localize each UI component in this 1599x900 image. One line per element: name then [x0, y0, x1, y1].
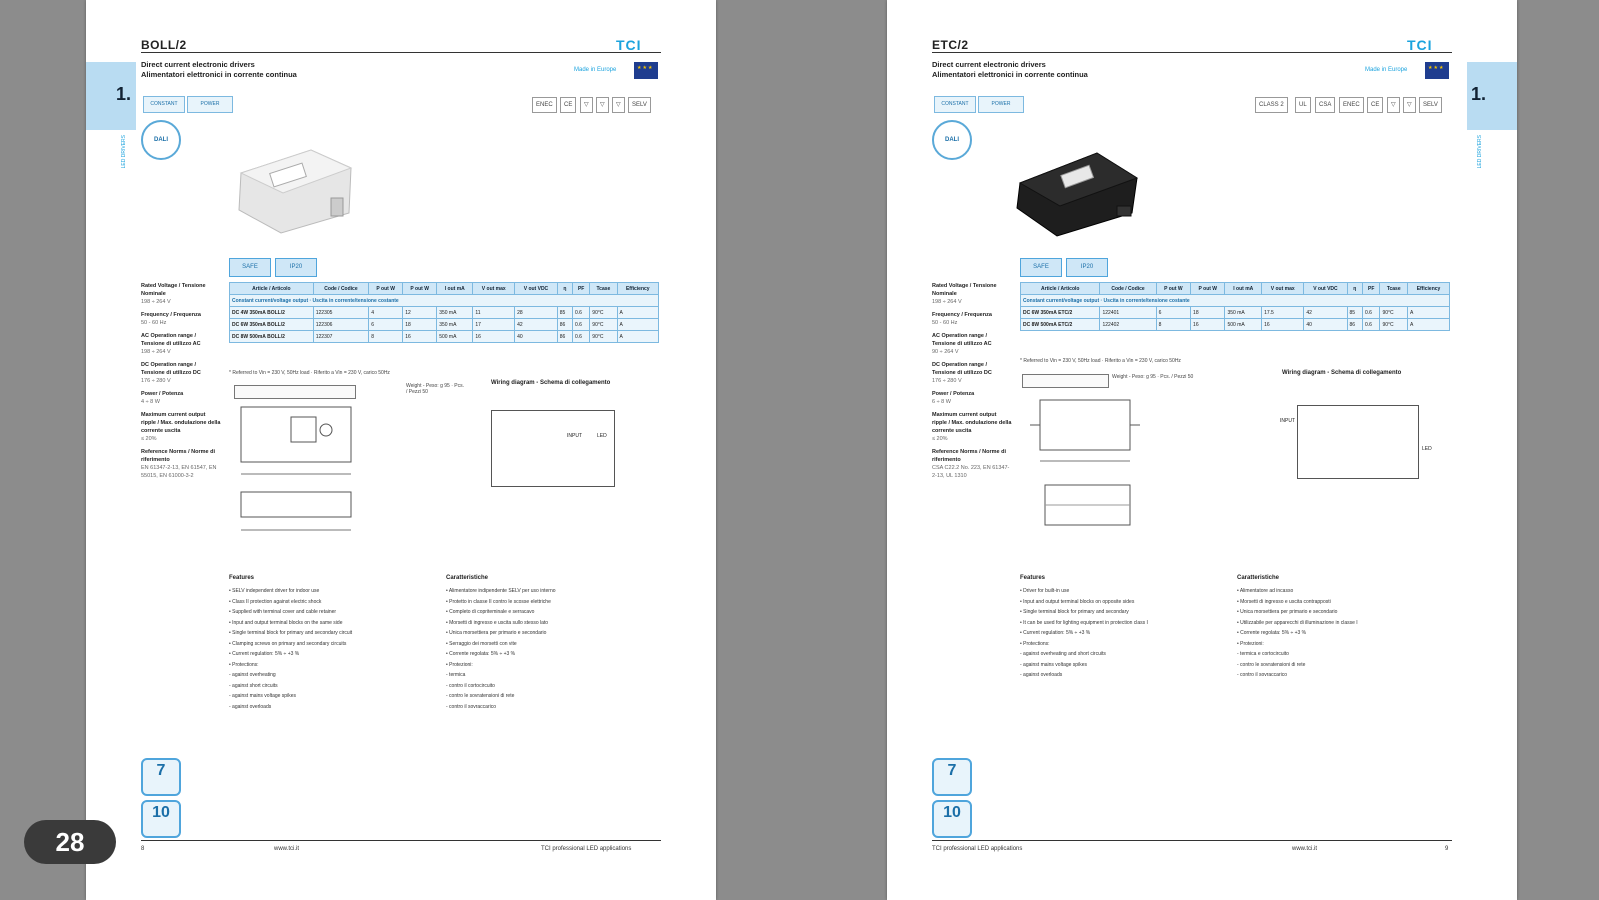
diagram-led-label: LED: [1422, 446, 1432, 452]
table-cell: 18: [403, 319, 437, 331]
caratteristica-item: • Alimentatore indipendente SELV per uso interno: [446, 588, 556, 594]
ten-year-warranty-icon: 10: [932, 800, 972, 838]
caratteristica-item: • Corrente regolata: 5% ÷ +3 %: [1237, 630, 1307, 636]
feature-item: • Input and output terminal blocks on opposite sides: [1020, 598, 1135, 605]
table-header-cell: P out W: [1191, 283, 1225, 295]
feature-item: • SELV independent driver for indoor use: [229, 588, 320, 594]
table-cell: DC 6W 350mA BOLL/2: [230, 319, 314, 331]
ten-year-warranty-icon: 10: [141, 800, 181, 838]
table-cell: 16: [1191, 319, 1225, 331]
feature-item: • Protections:: [229, 661, 259, 668]
caratteristica-item: • Completo di copriteminale e serracavo: [446, 609, 535, 615]
table-header-cell: V out VDC: [1304, 283, 1347, 295]
certification-mark-icon: CE: [560, 97, 576, 113]
wiring-diagram: [491, 410, 615, 487]
icon-strip: [234, 385, 356, 399]
certification-mark-icon: SELV: [628, 97, 651, 113]
feature-item: • Single terminal block for primary and secondary: [1020, 609, 1129, 615]
caratteristiche-list: [1237, 586, 1452, 681]
technical-drawing: [1020, 395, 1150, 540]
tci-logo: TCI: [1407, 37, 1433, 53]
safe-chip: SAFE: [1020, 258, 1062, 277]
caratteristica-item: - contro le sovratensioni di rete: [1237, 661, 1306, 668]
spec-label: Maximum current output ripple / Max. ondulazione della corrente uscita: [141, 412, 221, 434]
table-row: [1021, 319, 1450, 331]
eu-flag-icon: [1425, 62, 1449, 79]
feature-item: - against mains voltage spikes: [1020, 661, 1087, 668]
footer-tagline: TCI professional LED applications: [541, 846, 632, 852]
side-text: LED DRIVERS: [1477, 135, 1483, 169]
table-header-cell: η: [1347, 283, 1362, 295]
table-header-cell: Code / Codice: [313, 283, 368, 295]
features-title: Features: [1020, 575, 1046, 581]
caratteristiche-title: Caratteristiche: [1237, 575, 1280, 581]
spec-value: 198 ÷ 264 V: [141, 349, 171, 355]
side-text: LED DRIVERS: [121, 135, 127, 169]
certification-mark-icon: ENEC: [532, 97, 557, 113]
table-note: * Referred to Vin = 230 V, 50Hz load · Riferito a Vin = 230 V, carico 50Hz: [229, 370, 390, 376]
certification-mark-icon: ▽: [1387, 97, 1400, 113]
spec-value: 198 ÷ 264 V: [932, 299, 962, 305]
wiring-diagram-title: Wiring diagram - Schema di collegamento: [1282, 370, 1402, 376]
table-header-cell: I out mA: [437, 283, 473, 295]
subtitle: [932, 60, 1088, 80]
caratteristica-item: - contro le sovratensioni di rete: [446, 693, 515, 699]
table-section-label: Constant current/voltage output · Uscita in corrente/tensione costante: [230, 295, 659, 307]
certification-mark-icon: CE: [1367, 97, 1383, 113]
feature-item: • Protections:: [1020, 640, 1050, 647]
feature-item: - against short circuits: [229, 682, 278, 689]
table-header-cell: Tcase: [590, 283, 617, 295]
features-title: Features: [229, 575, 255, 581]
table-cell: 28: [515, 307, 558, 319]
page-title: ETC/2: [932, 38, 969, 52]
spec-value: 4 ÷ 8 W: [141, 399, 160, 405]
table-cell: 500 mA: [1225, 319, 1262, 331]
table-header-cell: Tcase: [1380, 283, 1408, 295]
spec-value: 6 ÷ 8 W: [932, 399, 951, 405]
diagram-input-label: INPUT: [567, 433, 582, 439]
table-cell: 0.6: [1362, 319, 1380, 331]
spec-label: AC Operation range / Tensione di utilizzo AC: [141, 333, 201, 347]
table-header-cell: PF: [573, 283, 590, 295]
table-row: [230, 319, 659, 331]
table-header-cell: P out W: [403, 283, 437, 295]
safe-chip: SAFE: [229, 258, 271, 277]
spec-value: ≤ 20%: [932, 436, 948, 442]
caratteristica-item: • Alimentatore ad incasso: [1237, 588, 1294, 594]
certification-mark-icon: ▽: [580, 97, 593, 113]
caratteristica-item: • Morsetti di ingresso e uscita contrapposti: [1237, 598, 1331, 605]
icon-strip: [1022, 374, 1109, 388]
certification-mark-icon: ENEC: [1339, 97, 1364, 113]
table-cell: DC 8W 500mA ETC/2: [1021, 319, 1100, 331]
table-header-row: [230, 283, 659, 295]
spec-value: ≤ 20%: [141, 436, 157, 442]
constant-button: CONSTANT: [934, 96, 976, 113]
table-cell: 122305: [313, 307, 368, 319]
left-page: [86, 0, 716, 900]
spec-value: 50 - 60 Hz: [141, 320, 167, 326]
table-cell: 90°C: [590, 307, 617, 319]
table-cell: DC 4W 350mA BOLL/2: [230, 307, 314, 319]
table-cell: 42: [515, 319, 558, 331]
features-list: [229, 586, 439, 712]
table-header-cell: P out W: [1156, 283, 1190, 295]
caratteristica-item: - contro il cortocircuito: [446, 682, 495, 689]
dali-badge-icon: DALI: [141, 120, 181, 160]
table-cell: 122306: [313, 319, 368, 331]
table-cell: 90°C: [590, 319, 617, 331]
caratteristica-item: • Serraggio dei morsetti con vite: [446, 640, 517, 647]
spec-label: Maximum current output ripple / Max. ondulazione della corrente uscita: [932, 412, 1012, 434]
table-cell: 16: [473, 331, 515, 343]
table-header-cell: Article / Articolo: [1021, 283, 1100, 295]
caratteristica-item: • Corrente regolata: 5% ÷ +3 %: [446, 651, 516, 657]
spec-label: AC Operation range / Tensione di utilizzo AC: [932, 333, 992, 347]
table-cell: 85: [557, 307, 572, 319]
certification-mark-icon: CSA: [1315, 97, 1335, 113]
spec-value: 198 ÷ 264 V: [141, 299, 171, 305]
product-image-black: [1012, 138, 1142, 238]
footer-rule: [141, 840, 661, 841]
caratteristica-item: • Protezioni:: [1237, 640, 1264, 647]
caratteristica-item: • Unica morsettiera per primario e secondario: [446, 630, 547, 636]
table-cell: 86: [1347, 319, 1362, 331]
feature-item: • Single terminal block for primary and secondary circuit: [229, 630, 353, 636]
table-cell: 350 mA: [437, 319, 473, 331]
feature-item: - against overheating: [229, 672, 276, 678]
feature-item: - against overheating and short circuits: [1020, 651, 1106, 657]
table-section-row: [1021, 295, 1450, 307]
table-cell: 0.6: [1362, 307, 1380, 319]
table-cell: DC 6W 350mA ETC/2: [1021, 307, 1100, 319]
caratteristica-item: • Protezioni:: [446, 661, 473, 668]
table-header-cell: V out max: [1262, 283, 1304, 295]
table-cell: 17: [473, 319, 515, 331]
constant-button: CONSTANT: [143, 96, 185, 113]
wiring-diagram: [1280, 405, 1432, 479]
spec-value: CSA C22.2 No. 223, EN 61347-2-13, UL 1310: [932, 465, 1010, 479]
table-cell: 8: [1156, 319, 1190, 331]
footer-website: www.tci.it: [274, 846, 300, 852]
table-header-cell: Code / Codice: [1100, 283, 1156, 295]
footer-website: www.tci.it: [1292, 846, 1318, 852]
table-cell: 8: [369, 331, 403, 343]
power-button: POWER: [187, 96, 233, 113]
feature-item: • Driver for built-in use: [1020, 588, 1070, 594]
page-title: BOLL/2: [141, 38, 187, 52]
spec-label: Rated Voltage / Tensione Nominale: [141, 283, 206, 297]
subtitle-en: Direct current electronic drivers: [932, 60, 1046, 69]
spec-label: DC Operation range / Tensione di utilizzo DC: [932, 362, 992, 376]
eu-flag-icon: [634, 62, 658, 79]
table-cell: 122401: [1100, 307, 1156, 319]
spec-value: 176 ÷ 280 V: [141, 378, 171, 384]
feature-item: • Clamping screws on primary and secondary circuits: [229, 640, 347, 647]
table-cell: A: [1408, 319, 1450, 331]
table-header-cell: V out max: [473, 283, 515, 295]
certification-mark-icon: CLASS 2: [1255, 97, 1288, 113]
caratteristica-item: • Protetto in classe II contro le scosse elettriche: [446, 598, 551, 605]
subtitle-en: Direct current electronic drivers: [141, 60, 255, 69]
caratteristica-item: - contro il sovraccarico: [1237, 672, 1288, 678]
table-cell: 17.5: [1262, 307, 1304, 319]
dali-badge-icon: DALI: [932, 120, 972, 160]
weight-note: Weight - Peso: g 95 · Pcs. / Pezzi 50: [406, 383, 464, 395]
table-cell: 16: [1262, 319, 1304, 331]
ip20-chip: IP20: [275, 258, 317, 277]
features-list: [1020, 586, 1230, 681]
caratteristica-item: • Morsetti di ingresso e uscita sullo stesso lato: [446, 619, 549, 626]
table-note: * Referred to Vin = 230 V, 50Hz load · Riferito a Vin = 230 V, carico 50Hz: [1020, 358, 1181, 364]
right-page: [887, 0, 1517, 900]
table-cell: 350 mA: [1225, 307, 1262, 319]
subtitle-it: Alimentatori elettronici in corrente continua: [932, 70, 1088, 79]
header-rule: [141, 52, 661, 53]
spec-label: Reference Norms / Norme di riferimento: [141, 449, 215, 463]
technical-drawing: [231, 402, 361, 542]
certification-mark-icon: ▽: [1403, 97, 1416, 113]
table-cell: 16: [403, 331, 437, 343]
footer-page-number: 8: [141, 846, 145, 852]
diagram-input-label: INPUT: [1280, 418, 1295, 424]
table-cell: DC 8W 500mA BOLL/2: [230, 331, 314, 343]
footer-tagline: TCI professional LED applications: [932, 846, 1023, 852]
feature-item: • Current regulation: 5% ÷ +3 %: [1020, 630, 1091, 636]
table-cell: 18: [1191, 307, 1225, 319]
table-cell: 86: [557, 319, 572, 331]
spec-list: [141, 282, 221, 485]
table-cell: 12: [403, 307, 437, 319]
caratteristica-item: - contro il sovraccarico: [446, 703, 497, 710]
spec-list: [932, 282, 1012, 485]
table-cell: A: [1408, 307, 1450, 319]
chapter-number: 1.: [1471, 84, 1487, 104]
caratteristica-item: • Unica morsettiera per primario e secondario: [1237, 609, 1338, 615]
page-number-indicator[interactable]: 28: [24, 820, 116, 864]
table-section-row: [230, 295, 659, 307]
seven-year-warranty-icon: 7: [141, 758, 181, 796]
spec-label: Reference Norms / Norme di riferimento: [932, 449, 1006, 463]
table-row: [1021, 307, 1450, 319]
ip20-chip: IP20: [1066, 258, 1108, 277]
table-cell: A: [617, 319, 659, 331]
table-cell: 4: [369, 307, 403, 319]
feature-item: • Input and output terminal blocks on the same side: [229, 619, 343, 626]
feature-item: - against mains voltage spikes: [229, 693, 296, 699]
seven-year-warranty-icon: 7: [932, 758, 972, 796]
product-table: [1020, 282, 1450, 331]
spec-label: DC Operation range / Tensione di utilizzo DC: [141, 362, 201, 376]
footer-page-number: 9: [1445, 846, 1449, 852]
certification-mark-icon: SELV: [1419, 97, 1442, 113]
table-cell: 11: [473, 307, 515, 319]
table-cell: 122402: [1100, 319, 1156, 331]
chapter-number: 1.: [116, 84, 132, 104]
product-table: [229, 282, 659, 343]
weight-note: Weight - Peso: g 95 · Pcs. / Pezzi 50: [1112, 374, 1194, 380]
subtitle: [141, 60, 297, 80]
made-in-europe: Made in Europe: [574, 67, 617, 73]
table-section-label: Constant current/voltage output · Uscita in corrente/tensione costante: [1021, 295, 1450, 307]
table-cell: 86: [557, 331, 572, 343]
table-cell: 90°C: [1380, 319, 1408, 331]
footer-rule: [932, 840, 1452, 841]
spec-value: 50 - 60 Hz: [932, 320, 958, 326]
product-image-white: [231, 138, 361, 238]
feature-item: • Class II protection against electric shock: [229, 598, 322, 605]
table-cell: 350 mA: [437, 307, 473, 319]
caratteristica-item: • Utilizzabile per apparecchi di illuminazione in classe I: [1237, 619, 1358, 626]
table-cell: 0.6: [573, 331, 590, 343]
table-header-cell: V out VDC: [515, 283, 558, 295]
table-cell: A: [617, 331, 659, 343]
table-header-cell: Efficiency: [1408, 283, 1450, 295]
table-cell: 90°C: [1380, 307, 1408, 319]
table-cell: 40: [515, 331, 558, 343]
header-rule: [932, 52, 1452, 53]
spec-value: 90 ÷ 264 V: [932, 349, 959, 355]
table-cell: 40: [1304, 319, 1347, 331]
table-cell: 42: [1304, 307, 1347, 319]
spec-label: Rated Voltage / Tensione Nominale: [932, 283, 997, 297]
table-cell: 500 mA: [437, 331, 473, 343]
table-cell: 6: [369, 319, 403, 331]
feature-item: - against overloads: [1020, 672, 1063, 678]
table-cell: 90°C: [590, 331, 617, 343]
table-row: [230, 331, 659, 343]
table-header-row: [1021, 283, 1450, 295]
tci-logo: TCI: [616, 37, 642, 53]
power-button: POWER: [978, 96, 1024, 113]
table-header-cell: I out mA: [1225, 283, 1262, 295]
table-header-cell: η: [557, 283, 572, 295]
spec-label: Frequency / Frequenza: [141, 312, 201, 318]
table-cell: 85: [1347, 307, 1362, 319]
certification-mark-icon: UL: [1295, 97, 1311, 113]
spec-value: 176 ÷ 280 V: [932, 378, 962, 384]
table-row: [230, 307, 659, 319]
table-cell: 6: [1156, 307, 1190, 319]
caratteristiche-list: [446, 586, 661, 712]
certification-mark-icon: ▽: [612, 97, 625, 113]
spec-value: EN 61347-2-13, EN 61547, EN 55015, EN 61000-3-2: [141, 465, 217, 479]
caratteristica-item: - termica: [446, 672, 466, 678]
spec-label: Frequency / Frequenza: [932, 312, 992, 318]
feature-item: • Supplied with terminal cover and cable retainer: [229, 609, 337, 615]
caratteristiche-title: Caratteristiche: [446, 575, 489, 581]
diagram-led-label: LED: [597, 433, 607, 439]
table-cell: A: [617, 307, 659, 319]
caratteristica-item: - termica e cortocircuito: [1237, 651, 1289, 657]
table-cell: 0.6: [573, 319, 590, 331]
table-header-cell: Article / Articolo: [230, 283, 314, 295]
certification-mark-icon: ▽: [596, 97, 609, 113]
table-header-cell: Efficiency: [617, 283, 659, 295]
made-in-europe: Made in Europe: [1365, 67, 1408, 73]
table-header-cell: PF: [1362, 283, 1380, 295]
table-header-cell: P out W: [369, 283, 403, 295]
spec-label: Power / Potenza: [141, 391, 184, 397]
feature-item: • Current regulation: 5% ÷ +3 %: [229, 651, 300, 657]
table-cell: 122307: [313, 331, 368, 343]
spec-label: Power / Potenza: [932, 391, 975, 397]
table-cell: 0.6: [573, 307, 590, 319]
subtitle-it: Alimentatori elettronici in corrente continua: [141, 70, 297, 79]
wiring-diagram-title: Wiring diagram - Schema di collegamento: [491, 380, 611, 386]
feature-item: • It can be used for lighting equipment in protection class I: [1020, 619, 1148, 626]
feature-item: - against overloads: [229, 703, 272, 710]
